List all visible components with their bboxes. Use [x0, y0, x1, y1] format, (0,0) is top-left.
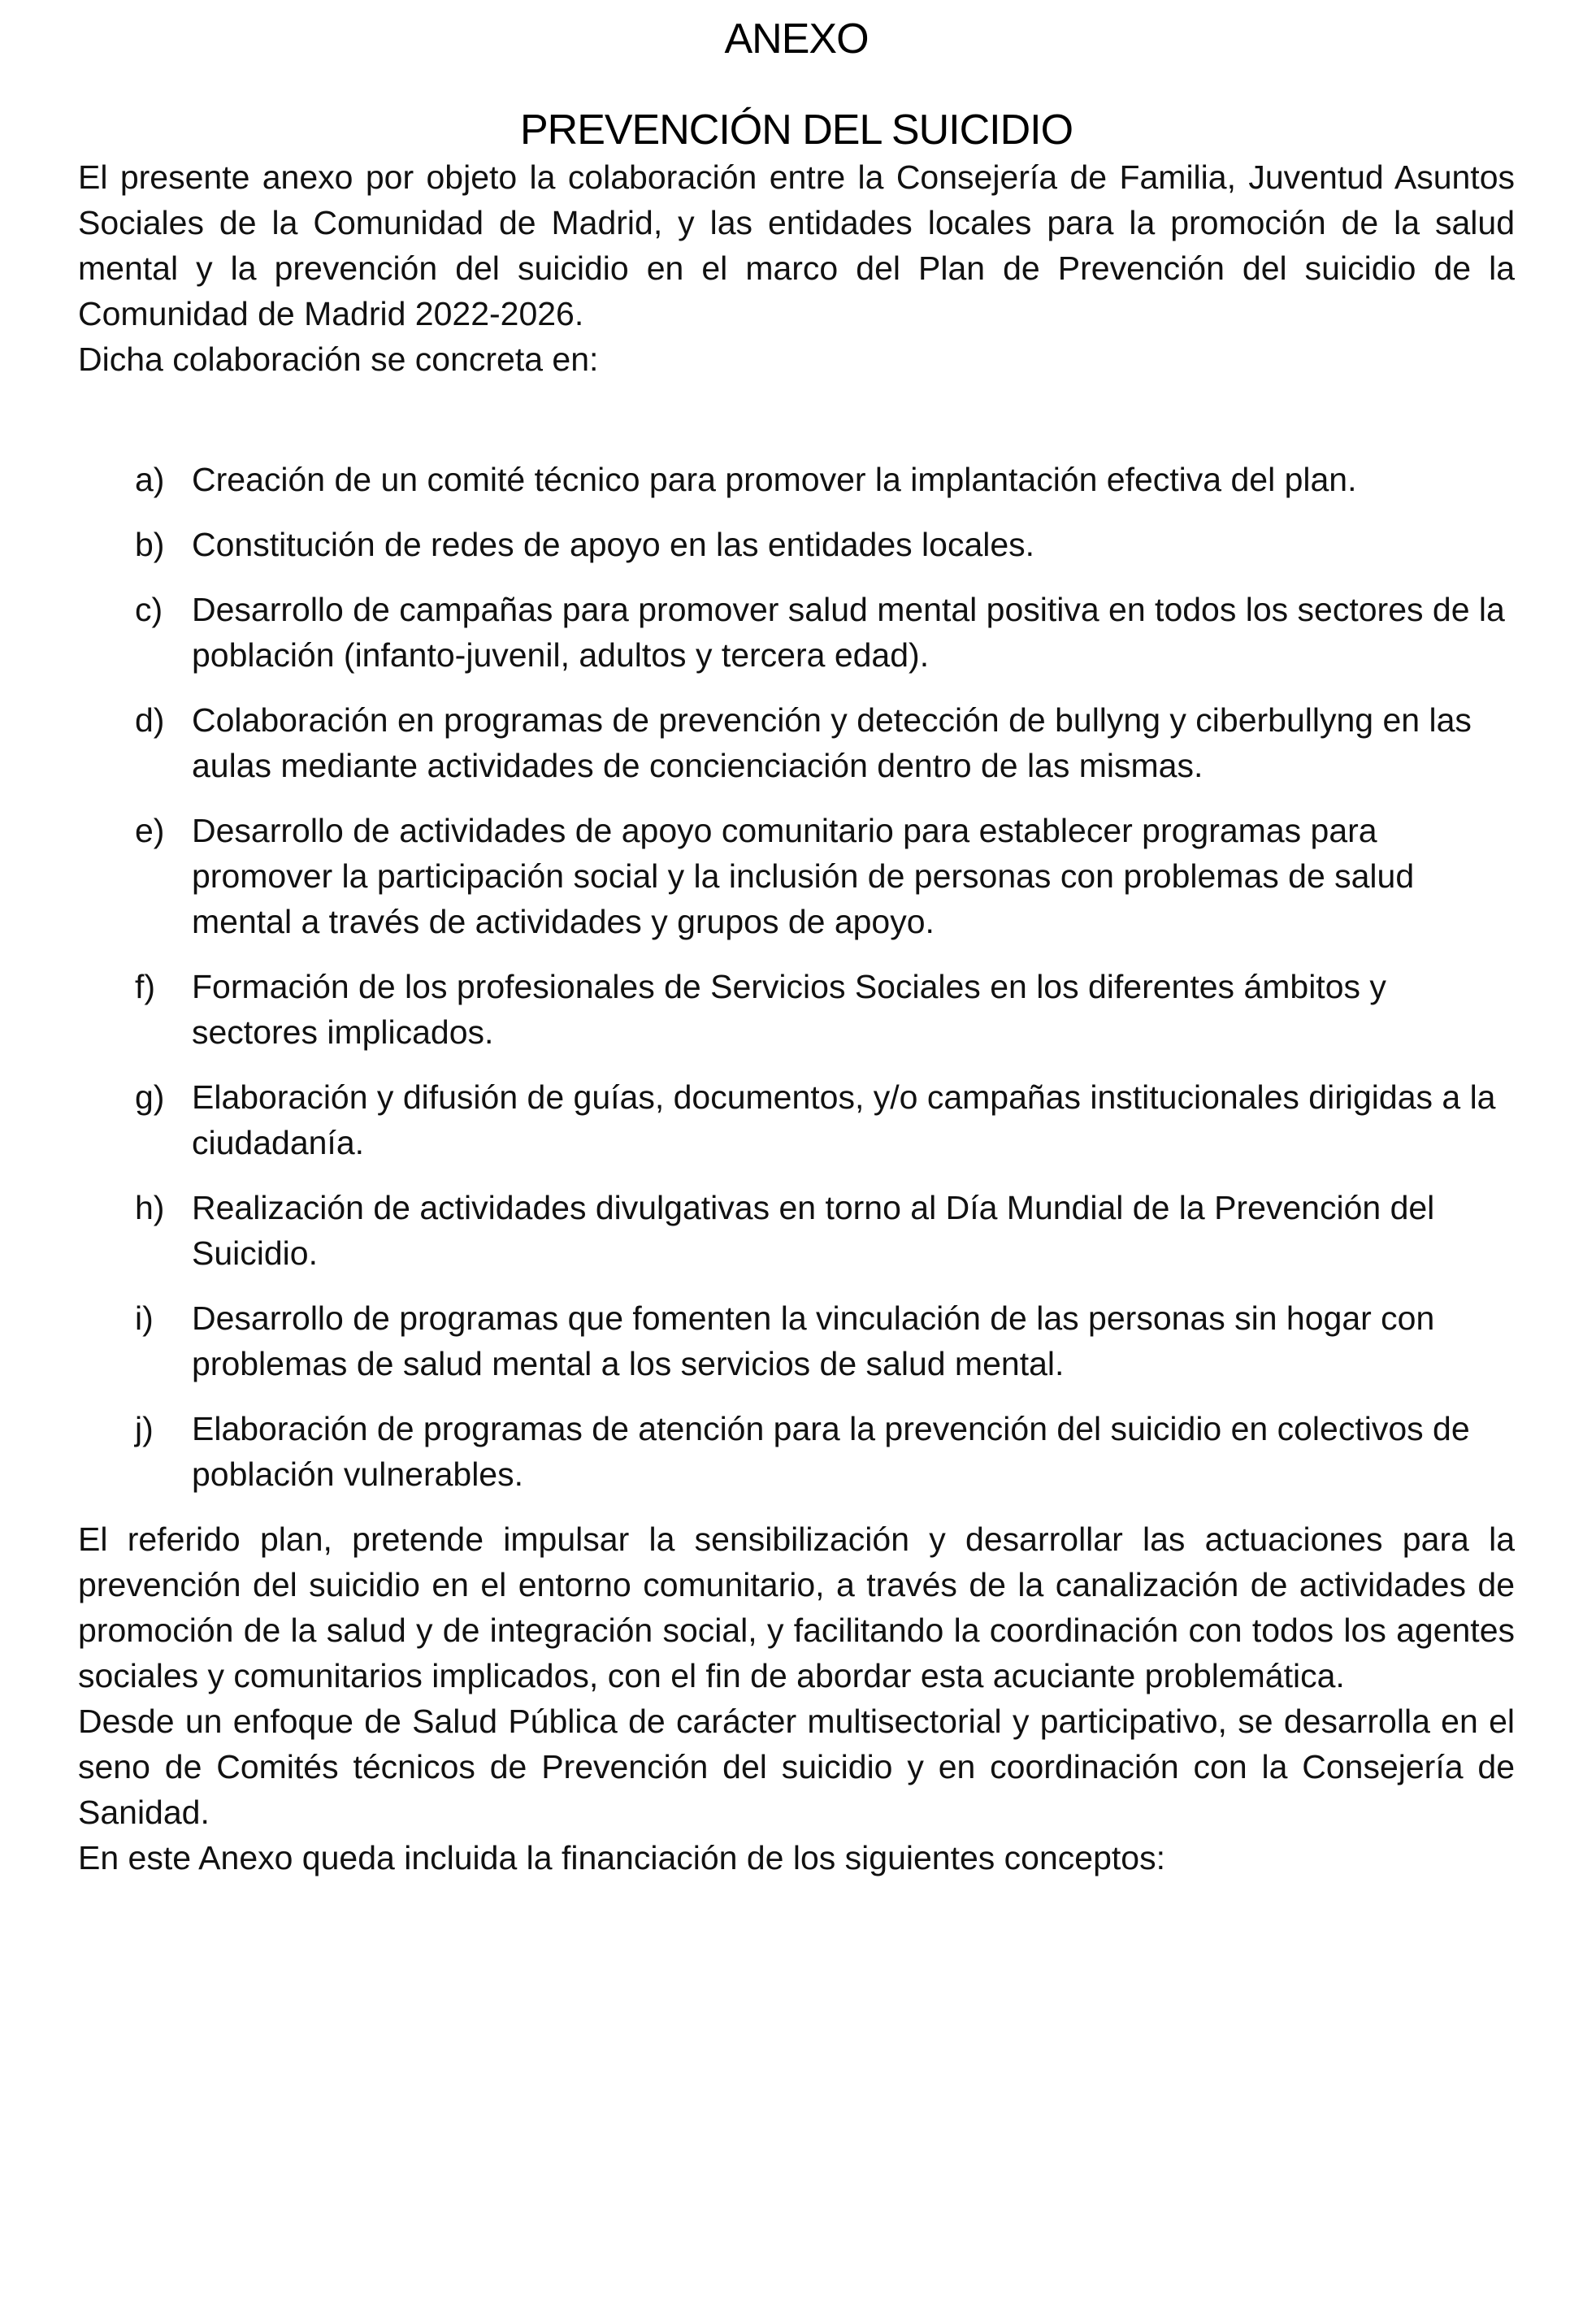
list-item-text: Desarrollo de campañas para promover salud mental positiva en todos los sectores de la población (infanto-juvenil, adultos y tercera edad). — [192, 591, 1505, 674]
list-item — [78, 457, 1515, 502]
list-item-text: Elaboración de programas de atención para la prevención del suicidio en colectivos de población vulnerables. — [192, 1410, 1470, 1493]
enfoque-paragraph: Desde un enfoque de Salud Pública de carácter multisectorial y participativo, se desarrolla en el seno de Comités técnicos de Prevención del suicidio y en coordinación con la Consejería de Sanidad. — [78, 1703, 1515, 1831]
list-marker: d) — [135, 701, 165, 739]
list-marker: i) — [135, 1299, 154, 1337]
list-item — [78, 1074, 1515, 1165]
list-marker: c) — [135, 591, 163, 628]
list-marker: g) — [135, 1078, 165, 1116]
list-item — [78, 1406, 1515, 1497]
list-marker: f) — [135, 968, 156, 1005]
list-item-text: Desarrollo de actividades de apoyo comunitario para establecer programas para promover la participación social y la inclusión de personas con problemas de salud mental a través de actividades y grupos de apoyo. — [192, 812, 1415, 940]
list-item — [78, 522, 1515, 567]
list-item — [78, 1295, 1515, 1386]
list-item — [78, 587, 1515, 678]
list-item-text: Formación de los profesionales de Servicios Sociales en los diferentes ámbitos y sectores implicados. — [192, 968, 1386, 1051]
list-item-text: Creación de un comité técnico para promover la implantación efectiva del plan. — [192, 461, 1357, 498]
list-marker: b) — [135, 526, 165, 563]
financiacion-paragraph: En este Anexo queda incluida la financiación de los siguientes conceptos: — [78, 1839, 1165, 1876]
list-item-text: Colaboración en programas de prevención y detección de bullyng y ciberbullyng en las aulas mediante actividades de concienciación dentro de las mismas. — [192, 701, 1472, 784]
collaboration-list — [78, 457, 1515, 1497]
list-marker: h) — [135, 1189, 165, 1226]
page-subtitle: PREVENCIÓN DEL SUICIDIO — [519, 106, 1073, 154]
page-title: ANEXO — [724, 15, 869, 63]
list-marker: e) — [135, 812, 165, 849]
list-marker: j) — [135, 1410, 154, 1447]
list-marker: a) — [135, 461, 165, 498]
list-item — [78, 697, 1515, 788]
plan-paragraph: El referido plan, pretende impulsar la sensibilización y desarrollar las actuaciones para la prevención del suicidio en el entorno comunitario, a través de la canalización de actividades de promoción de la salud y de integración social, y facilitando la coordinación con todos los agentes sociales y comunitarios implicados, con el fin de abordar esta acuciante problemática. — [78, 1521, 1515, 1694]
lead-paragraph: Dicha colaboración se concreta en: — [78, 341, 599, 378]
list-item-text: Realización de actividades divulgativas en torno al Día Mundial de la Prevención del Suicidio. — [192, 1189, 1435, 1272]
list-item-text: Elaboración y difusión de guías, documentos, y/o campañas institucionales dirigidas a la ciudadanía. — [192, 1078, 1496, 1161]
list-item — [78, 964, 1515, 1055]
list-item-text: Constitución de redes de apoyo en las entidades locales. — [192, 526, 1035, 563]
list-item — [78, 1185, 1515, 1276]
document-page — [78, 0, 1515, 1881]
intro-paragraph: El presente anexo por objeto la colaboración entre la Consejería de Familia, Juventud Asuntos Sociales de la Comunidad de Madrid, y las entidades locales para la promoción de la salud mental y la prevención del suicidio en el marco del Plan de Prevención del suicidio de la Comunidad de Madrid 2022-2026. — [78, 158, 1515, 332]
list-item — [78, 808, 1515, 944]
list-item-text: Desarrollo de programas que fomenten la vinculación de las personas sin hogar con problemas de salud mental a los servicios de salud mental. — [192, 1299, 1435, 1382]
